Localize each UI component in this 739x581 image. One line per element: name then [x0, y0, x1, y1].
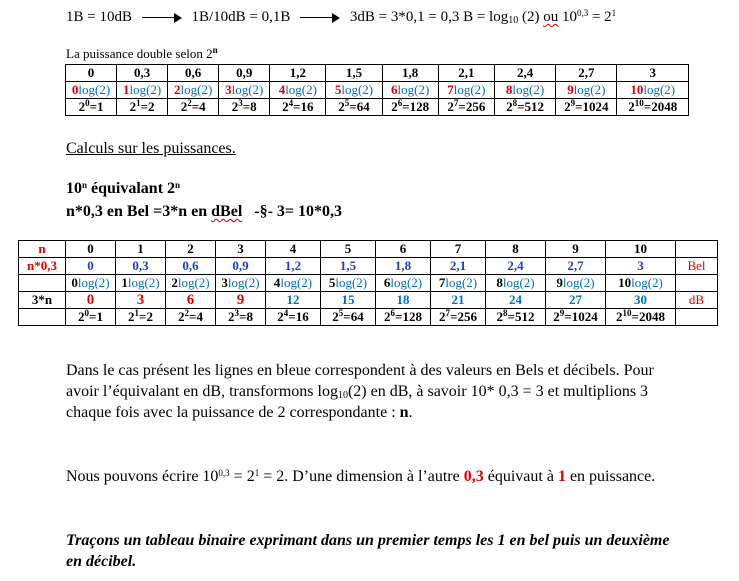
n-value-cell: 1 — [116, 241, 166, 258]
n-value-cell: 4 — [266, 241, 321, 258]
log-cell: 0log(2) — [66, 82, 117, 99]
equivalence-line-2: n*0,3 en Bel =3*n en dBel -§- 3= 10*0,3 — [66, 203, 343, 220]
power-cell: $2^4=16$ — [266, 309, 321, 326]
n-value-cell: 7 — [431, 241, 486, 258]
row-label-db: 3*n — [19, 292, 66, 309]
table2-db-row — [19, 292, 718, 309]
table2-bel-row — [19, 258, 718, 275]
right-arrow-icon — [300, 13, 340, 23]
eq-part3: 3dB = 3*0,1 = 0,3 $B = \log_{10} (2)$ ou $10^{0,3} = 2^1$ — [349, 8, 617, 26]
bel-value-cell: 0,9 — [219, 65, 270, 82]
n-value-cell: 8 — [486, 241, 546, 258]
db-value-cell: 18 — [376, 292, 431, 309]
eq-part2: 1B/10dB = 0,1B — [191, 9, 291, 25]
power-cell: $2^8=512$ — [494, 99, 555, 116]
db-value-cell: 15 — [321, 292, 376, 309]
bel-value-cell: 3 — [606, 258, 676, 275]
bel-value-cell: 2,1 — [438, 65, 494, 82]
table1-caption: La puissance double selon 2$^n$ — [66, 45, 218, 61]
explanation-paragraph-1: Dans le cas présent les lignes en bleue correspondent à des valeurs en Bels et décibels. Pour avoir l’équivalant en dB, transformons $\log_{10}(2)$ en dB, à savoir 10* 0,3 = 3 et multiplions 3 chaque fois avec la puissance de 2 correspondante : n. — [66, 362, 654, 421]
power-cell: $2^5=64$ — [321, 309, 376, 326]
db-value-cell: 6 — [166, 292, 216, 309]
empty-cell — [676, 275, 718, 292]
db-value-cell: 24 — [486, 292, 546, 309]
log-cell: 1log(2) — [117, 82, 168, 99]
table1-log-row — [66, 82, 689, 99]
power-cell: $2^3=8$ — [219, 99, 270, 116]
power-cell: $2^7=256$ — [438, 99, 494, 116]
row-label-bel: n*0,3 — [19, 258, 66, 275]
bel-unit-cell: Bel — [676, 258, 718, 275]
log-cell: 4log(2) — [266, 275, 321, 292]
log-cell: 8log(2) — [486, 275, 546, 292]
bel-value-cell: 2,4 — [486, 258, 546, 275]
power-cell: $2^2=4$ — [166, 309, 216, 326]
bel-value-cell: 1,8 — [382, 65, 438, 82]
power-cell: $2^9=1024$ — [556, 99, 617, 116]
log-cell: 5log(2) — [326, 82, 382, 99]
bel-value-cell: 0,6 — [168, 65, 219, 82]
top-equation-line — [66, 9, 616, 26]
db-unit-cell: dB — [676, 292, 718, 309]
bel-value-cell: 3 — [617, 65, 689, 82]
bel-value-cell: 0 — [66, 258, 116, 275]
power-cell: $2^9=1024$ — [546, 309, 606, 326]
power-cell: $2^1=2$ — [117, 99, 168, 116]
table1-bel-row — [66, 65, 689, 82]
power-cell: $2^{10}=2048$ — [617, 99, 689, 116]
empty-cell — [676, 309, 718, 326]
log-cell: 5log(2) — [321, 275, 376, 292]
empty-cell — [676, 241, 718, 258]
bel-value-cell: 2,7 — [556, 65, 617, 82]
bel-value-cell: 0,6 — [166, 258, 216, 275]
db-value-cell: 27 — [546, 292, 606, 309]
db-value-cell: 12 — [266, 292, 321, 309]
log-cell: 2log(2) — [168, 82, 219, 99]
bel-value-cell: 0 — [66, 65, 117, 82]
db-value-cell: 3 — [116, 292, 166, 309]
log-cell: 7log(2) — [431, 275, 486, 292]
n-value-cell: 2 — [166, 241, 216, 258]
bel-value-cell: 1,8 — [376, 258, 431, 275]
power-cell: $2^{10}=2048$ — [606, 309, 676, 326]
bel-value-cell: 0,3 — [117, 65, 168, 82]
power-cell: $2^6=128$ — [376, 309, 431, 326]
db-value-cell: 21 — [431, 292, 486, 309]
empty-cell — [19, 309, 66, 326]
log-cell: 6log(2) — [382, 82, 438, 99]
table2-n-row — [19, 241, 718, 258]
bel-value-cell: 2,7 — [546, 258, 606, 275]
n-value-cell: 9 — [546, 241, 606, 258]
log-cell: 10log(2) — [606, 275, 676, 292]
explanation-paragraph-2: Nous pouvons écrire $10^{0,3} = 2^1 = 2$. D’une dimension à l’autre 0,3 équivaut à 1 en puissance. — [66, 468, 656, 485]
n-value-cell: 3 — [216, 241, 266, 258]
equivalence-line-1: 10$^n$ équivalant 2$^n$ — [66, 180, 181, 197]
bel-value-cell: 1,2 — [266, 258, 321, 275]
log-cell: 6log(2) — [376, 275, 431, 292]
log-cell: 7log(2) — [438, 82, 494, 99]
power-cell: $2^5=64$ — [326, 99, 382, 116]
instruction-paragraph: Traçons un tableau binaire exprimant dans un premier temps les 1 en bel puis un deuxième en décibel. — [66, 532, 670, 570]
bel-decibel-table — [18, 240, 718, 326]
power-cell: $2^1=2$ — [116, 309, 166, 326]
db-value-cell: 9 — [216, 292, 266, 309]
log-cell: 9log(2) — [556, 82, 617, 99]
log-cell: 3log(2) — [219, 82, 270, 99]
log-cell: 4log(2) — [270, 82, 326, 99]
bel-value-cell: 1,2 — [270, 65, 326, 82]
n-value-cell: 0 — [66, 241, 116, 258]
power-cell: $2^7=256$ — [431, 309, 486, 326]
power-cell: $2^6=128$ — [382, 99, 438, 116]
table1-power-row — [66, 99, 689, 116]
db-value-cell: 0 — [66, 292, 116, 309]
bel-value-cell: 0,9 — [216, 258, 266, 275]
n-value-cell: 5 — [321, 241, 376, 258]
log-cell: 0log(2) — [66, 275, 116, 292]
bel-value-cell: 2,4 — [494, 65, 555, 82]
eq-part1: 1B = 10dB — [66, 9, 132, 25]
power-cell: $2^8=512$ — [486, 309, 546, 326]
log-cell: 9log(2) — [546, 275, 606, 292]
power-cell: $2^2=4$ — [168, 99, 219, 116]
power-cell: $2^0=1$ — [66, 99, 117, 116]
table2-log-row — [19, 275, 718, 292]
table2-power-row — [19, 309, 718, 326]
right-arrow-icon — [142, 13, 182, 23]
power-doubling-table — [65, 64, 689, 116]
empty-cell — [19, 275, 66, 292]
log-cell: 2log(2) — [166, 275, 216, 292]
bel-value-cell: 2,1 — [431, 258, 486, 275]
log-cell: 3log(2) — [216, 275, 266, 292]
power-cell: $2^4=16$ — [270, 99, 326, 116]
log-cell: 10log(2) — [617, 82, 689, 99]
n-value-cell: 10 — [606, 241, 676, 258]
bel-value-cell: 1,5 — [326, 65, 382, 82]
db-value-cell: 30 — [606, 292, 676, 309]
log-cell: 8log(2) — [494, 82, 555, 99]
bel-value-cell: 1,5 — [321, 258, 376, 275]
row-label-n: n — [19, 241, 66, 258]
bel-value-cell: 0,3 — [116, 258, 166, 275]
n-value-cell: 6 — [376, 241, 431, 258]
section-title: Calculs sur les puissances. — [66, 140, 236, 157]
power-cell: $2^0=1$ — [66, 309, 116, 326]
power-cell: $2^3=8$ — [216, 309, 266, 326]
log-cell: 1log(2) — [116, 275, 166, 292]
